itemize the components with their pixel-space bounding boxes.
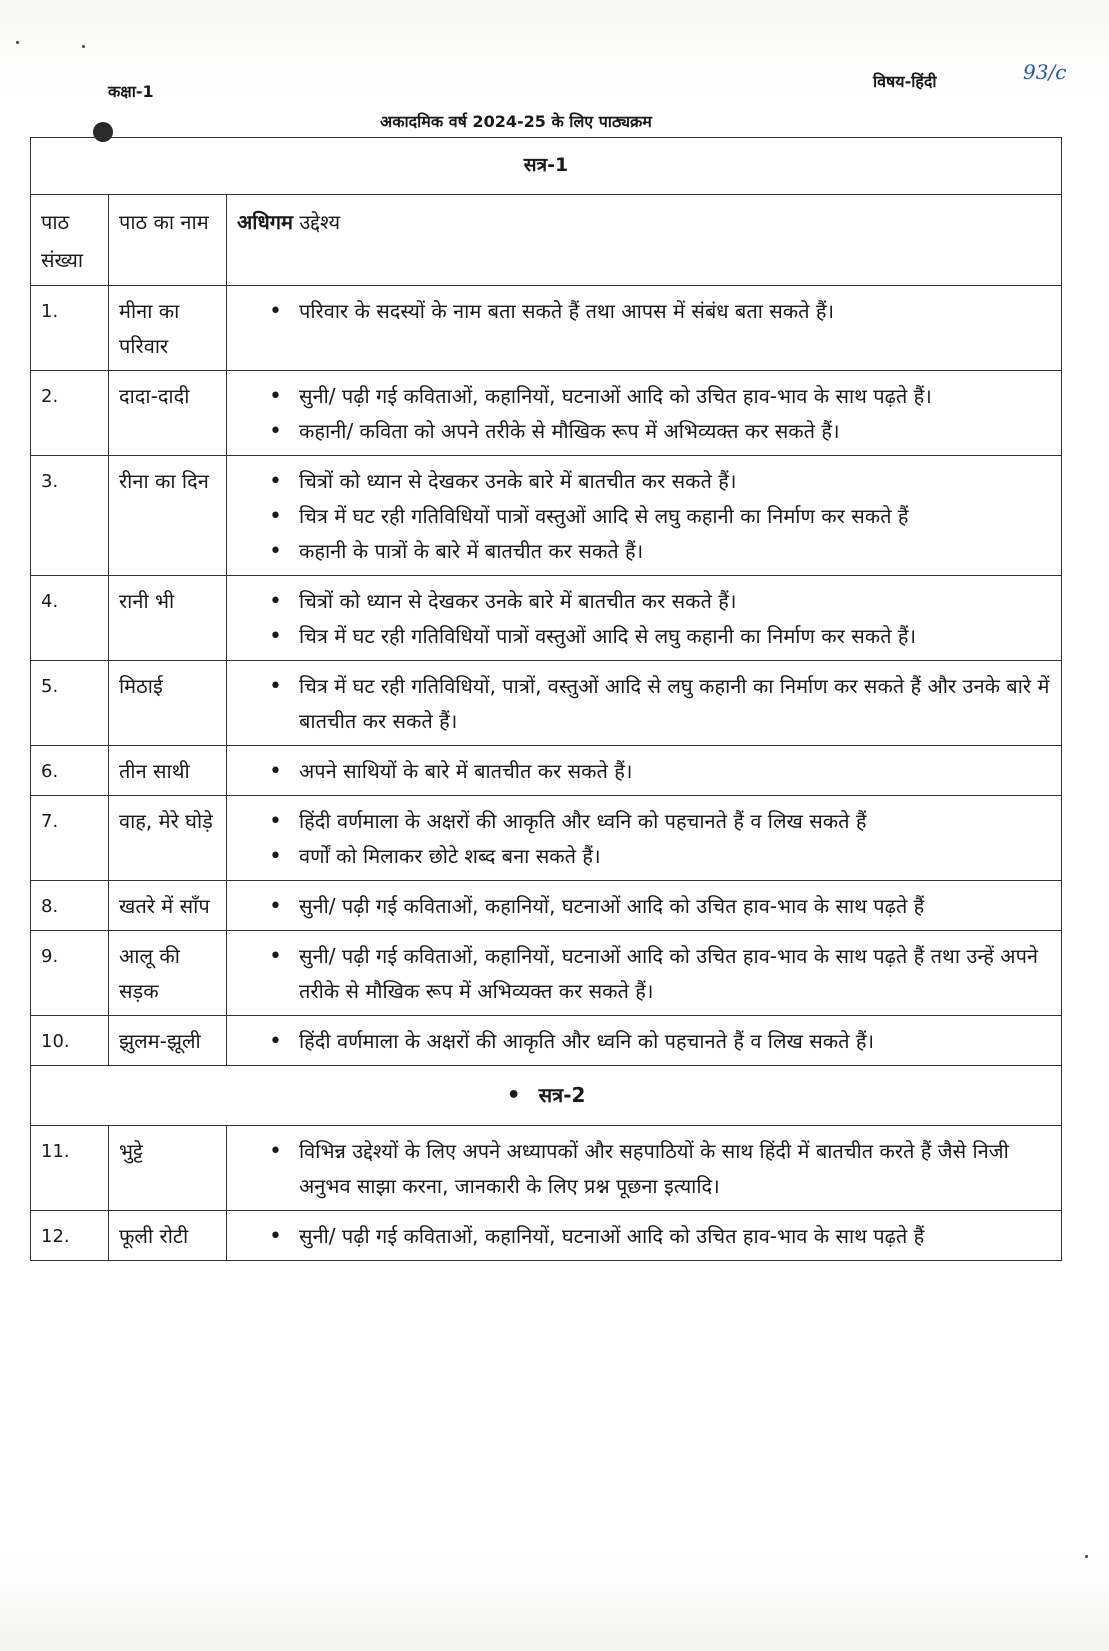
table-row xyxy=(31,881,1062,931)
lesson-number: 8. xyxy=(31,881,109,931)
learning-objectives xyxy=(227,746,1062,796)
syllabus-table xyxy=(30,137,1062,1261)
objective-list xyxy=(237,754,1053,789)
learning-objectives xyxy=(227,661,1062,746)
objective-list xyxy=(237,294,1053,329)
col-header-objectives xyxy=(227,195,1062,286)
session-row xyxy=(31,138,1062,195)
learning-objectives xyxy=(227,576,1062,661)
lesson-number: 6. xyxy=(31,746,109,796)
lesson-number: 1. xyxy=(31,286,109,371)
objective-list xyxy=(237,464,1053,569)
learning-objectives xyxy=(227,456,1062,576)
objective-item: • चित्र में घट रही गतिविधियों पात्रों वस्तुओं आदि से लघु कहानी का निर्माण कर सकते हैं। xyxy=(299,619,1053,654)
subject-label: विषय-हिंदी xyxy=(873,72,937,91)
lesson-name: आलू की सड़क xyxy=(109,931,227,1016)
lesson-name: तीन साथी xyxy=(109,746,227,796)
lesson-name: खतरे में साँप xyxy=(109,881,227,931)
handwritten-note: 93/c xyxy=(1023,60,1067,84)
table-header-row xyxy=(31,195,1062,286)
lesson-number: 4. xyxy=(31,576,109,661)
session-1-label: सत्र-1 xyxy=(31,138,1062,195)
table-row xyxy=(31,286,1062,371)
objective-item: • अपने साथियों के बारे में बातचीत कर सकते हैं। xyxy=(299,754,1053,789)
learning-objectives xyxy=(227,931,1062,1016)
learning-objectives xyxy=(227,1211,1062,1261)
objective-item: • कहानी/ कविता को अपने तरीके से मौखिक रूप में अभिव्यक्त कर सकते हैं। xyxy=(299,414,1053,449)
class-label: कक्षा-1 xyxy=(108,82,154,101)
bullet-icon: • xyxy=(506,1083,521,1108)
objective-item: • विभिन्न उद्देश्यों के लिए अपने अध्यापकों और सहपाठियों के साथ हिंदी में बातचीत करते हैं जैसे निजी अनुभव साझा करना, जानकारी के लिए प्रश्न पूछना इत्यादि। xyxy=(299,1134,1053,1204)
lesson-number: 7. xyxy=(31,796,109,881)
objective-list xyxy=(237,889,1053,924)
syllabus-table-body xyxy=(31,138,1062,1261)
paper-speck xyxy=(16,41,19,44)
col-header-objectives-rest: उद्देश्य xyxy=(299,210,341,234)
objective-item: • चित्र में घट रही गतिविधियों पात्रों वस्तुओं आदि से लघु कहानी का निर्माण कर सकते हैं xyxy=(299,499,1053,534)
lesson-number: 10. xyxy=(31,1016,109,1066)
table-row xyxy=(31,1211,1062,1261)
objective-item: • सुनी/ पढ़ी गई कविताओं, कहानियों, घटनाओं आदि को उचित हाव-भाव के साथ पढ़ते हैं। xyxy=(299,379,1053,414)
objective-item: • परिवार के सदस्यों के नाम बता सकते हैं तथा आपस में संबंध बता सकते हैं। xyxy=(299,294,1053,329)
learning-objectives xyxy=(227,1126,1062,1211)
document-title: अकादमिक वर्ष 2024-25 के लिए पाठ्यक्रम xyxy=(380,112,652,131)
objective-item: • कहानी के पात्रों के बारे में बातचीत कर सकते हैं। xyxy=(299,534,1053,569)
objective-list xyxy=(237,1219,1053,1254)
lesson-number: 5. xyxy=(31,661,109,746)
table-row xyxy=(31,1016,1062,1066)
session-2-cell xyxy=(31,1066,1062,1126)
table-row xyxy=(31,796,1062,881)
learning-objectives xyxy=(227,1016,1062,1066)
objective-item: • सुनी/ पढ़ी गई कविताओं, कहानियों, घटनाओं आदि को उचित हाव-भाव के साथ पढ़ते हैं xyxy=(299,1219,1053,1254)
lesson-number: 12. xyxy=(31,1211,109,1261)
table-row xyxy=(31,576,1062,661)
table-row xyxy=(31,1126,1062,1211)
learning-objectives xyxy=(227,286,1062,371)
objective-item: • सुनी/ पढ़ी गई कविताओं, कहानियों, घटनाओं आदि को उचित हाव-भाव के साथ पढ़ते हैं तथा उन्हें अपने तरीके से मौखिक रूप में अभिव्यक्त कर सकते हैं। xyxy=(299,939,1053,1009)
col-header-objectives-bold: अधिगम xyxy=(237,210,293,234)
objective-item: • वर्णों को मिलाकर छोटे शब्द बना सकते हैं। xyxy=(299,839,1053,874)
objective-list xyxy=(237,939,1053,1009)
paper-speck xyxy=(82,45,85,48)
table-row xyxy=(31,661,1062,746)
objective-list xyxy=(237,1134,1053,1204)
col-header-lesson-name: पाठ का नाम xyxy=(109,195,227,286)
objective-item: • चित्रों को ध्यान से देखकर उनके बारे में बातचीत कर सकते हैं। xyxy=(299,584,1053,619)
objective-list xyxy=(237,379,1053,449)
learning-objectives xyxy=(227,371,1062,456)
paper-speck xyxy=(1085,1555,1088,1558)
objective-list xyxy=(237,584,1053,654)
lesson-name: मिठाई xyxy=(109,661,227,746)
table-row xyxy=(31,746,1062,796)
lesson-name: फूली रोटी xyxy=(109,1211,227,1261)
objective-list xyxy=(237,1024,1053,1059)
table-row xyxy=(31,371,1062,456)
lesson-number: 3. xyxy=(31,456,109,576)
lesson-name: मीना का परिवार xyxy=(109,286,227,371)
learning-objectives xyxy=(227,881,1062,931)
lesson-name: दादा-दादी xyxy=(109,371,227,456)
objective-item: • चित्र में घट रही गतिविधियों, पात्रों, वस्तुओं आदि से लघु कहानी का निर्माण कर सकते हैं और उनके बारे में बातचीत कर सकते हैं। xyxy=(299,669,1053,739)
objective-list xyxy=(237,804,1053,874)
lesson-number: 2. xyxy=(31,371,109,456)
objective-item: • हिंदी वर्णमाला के अक्षरों की आकृति और ध्वनि को पहचानते हैं व लिख सकते हैं xyxy=(299,804,1053,839)
table-row xyxy=(31,931,1062,1016)
session-row xyxy=(31,1066,1062,1126)
lesson-name: रीना का दिन xyxy=(109,456,227,576)
table-row xyxy=(31,456,1062,576)
lesson-name: भुट्टे xyxy=(109,1126,227,1211)
col-header-lesson-number: पाठ संख्या xyxy=(31,195,109,286)
lesson-number: 9. xyxy=(31,931,109,1016)
objective-item: • हिंदी वर्णमाला के अक्षरों की आकृति और ध्वनि को पहचानते हैं व लिख सकते हैं। xyxy=(299,1024,1053,1059)
objective-list xyxy=(237,669,1053,739)
lesson-name: झुलम-झूली xyxy=(109,1016,227,1066)
objective-item: • सुनी/ पढ़ी गई कविताओं, कहानियों, घटनाओं आदि को उचित हाव-भाव के साथ पढ़ते हैं xyxy=(299,889,1053,924)
lesson-name: वाह, मेरे घोड़े xyxy=(109,796,227,881)
lesson-name: रानी भी xyxy=(109,576,227,661)
session-2-label: सत्र-2 xyxy=(538,1083,586,1107)
lesson-number: 11. xyxy=(31,1126,109,1211)
objective-item: • चित्रों को ध्यान से देखकर उनके बारे में बातचीत कर सकते हैं। xyxy=(299,464,1053,499)
learning-objectives xyxy=(227,796,1062,881)
